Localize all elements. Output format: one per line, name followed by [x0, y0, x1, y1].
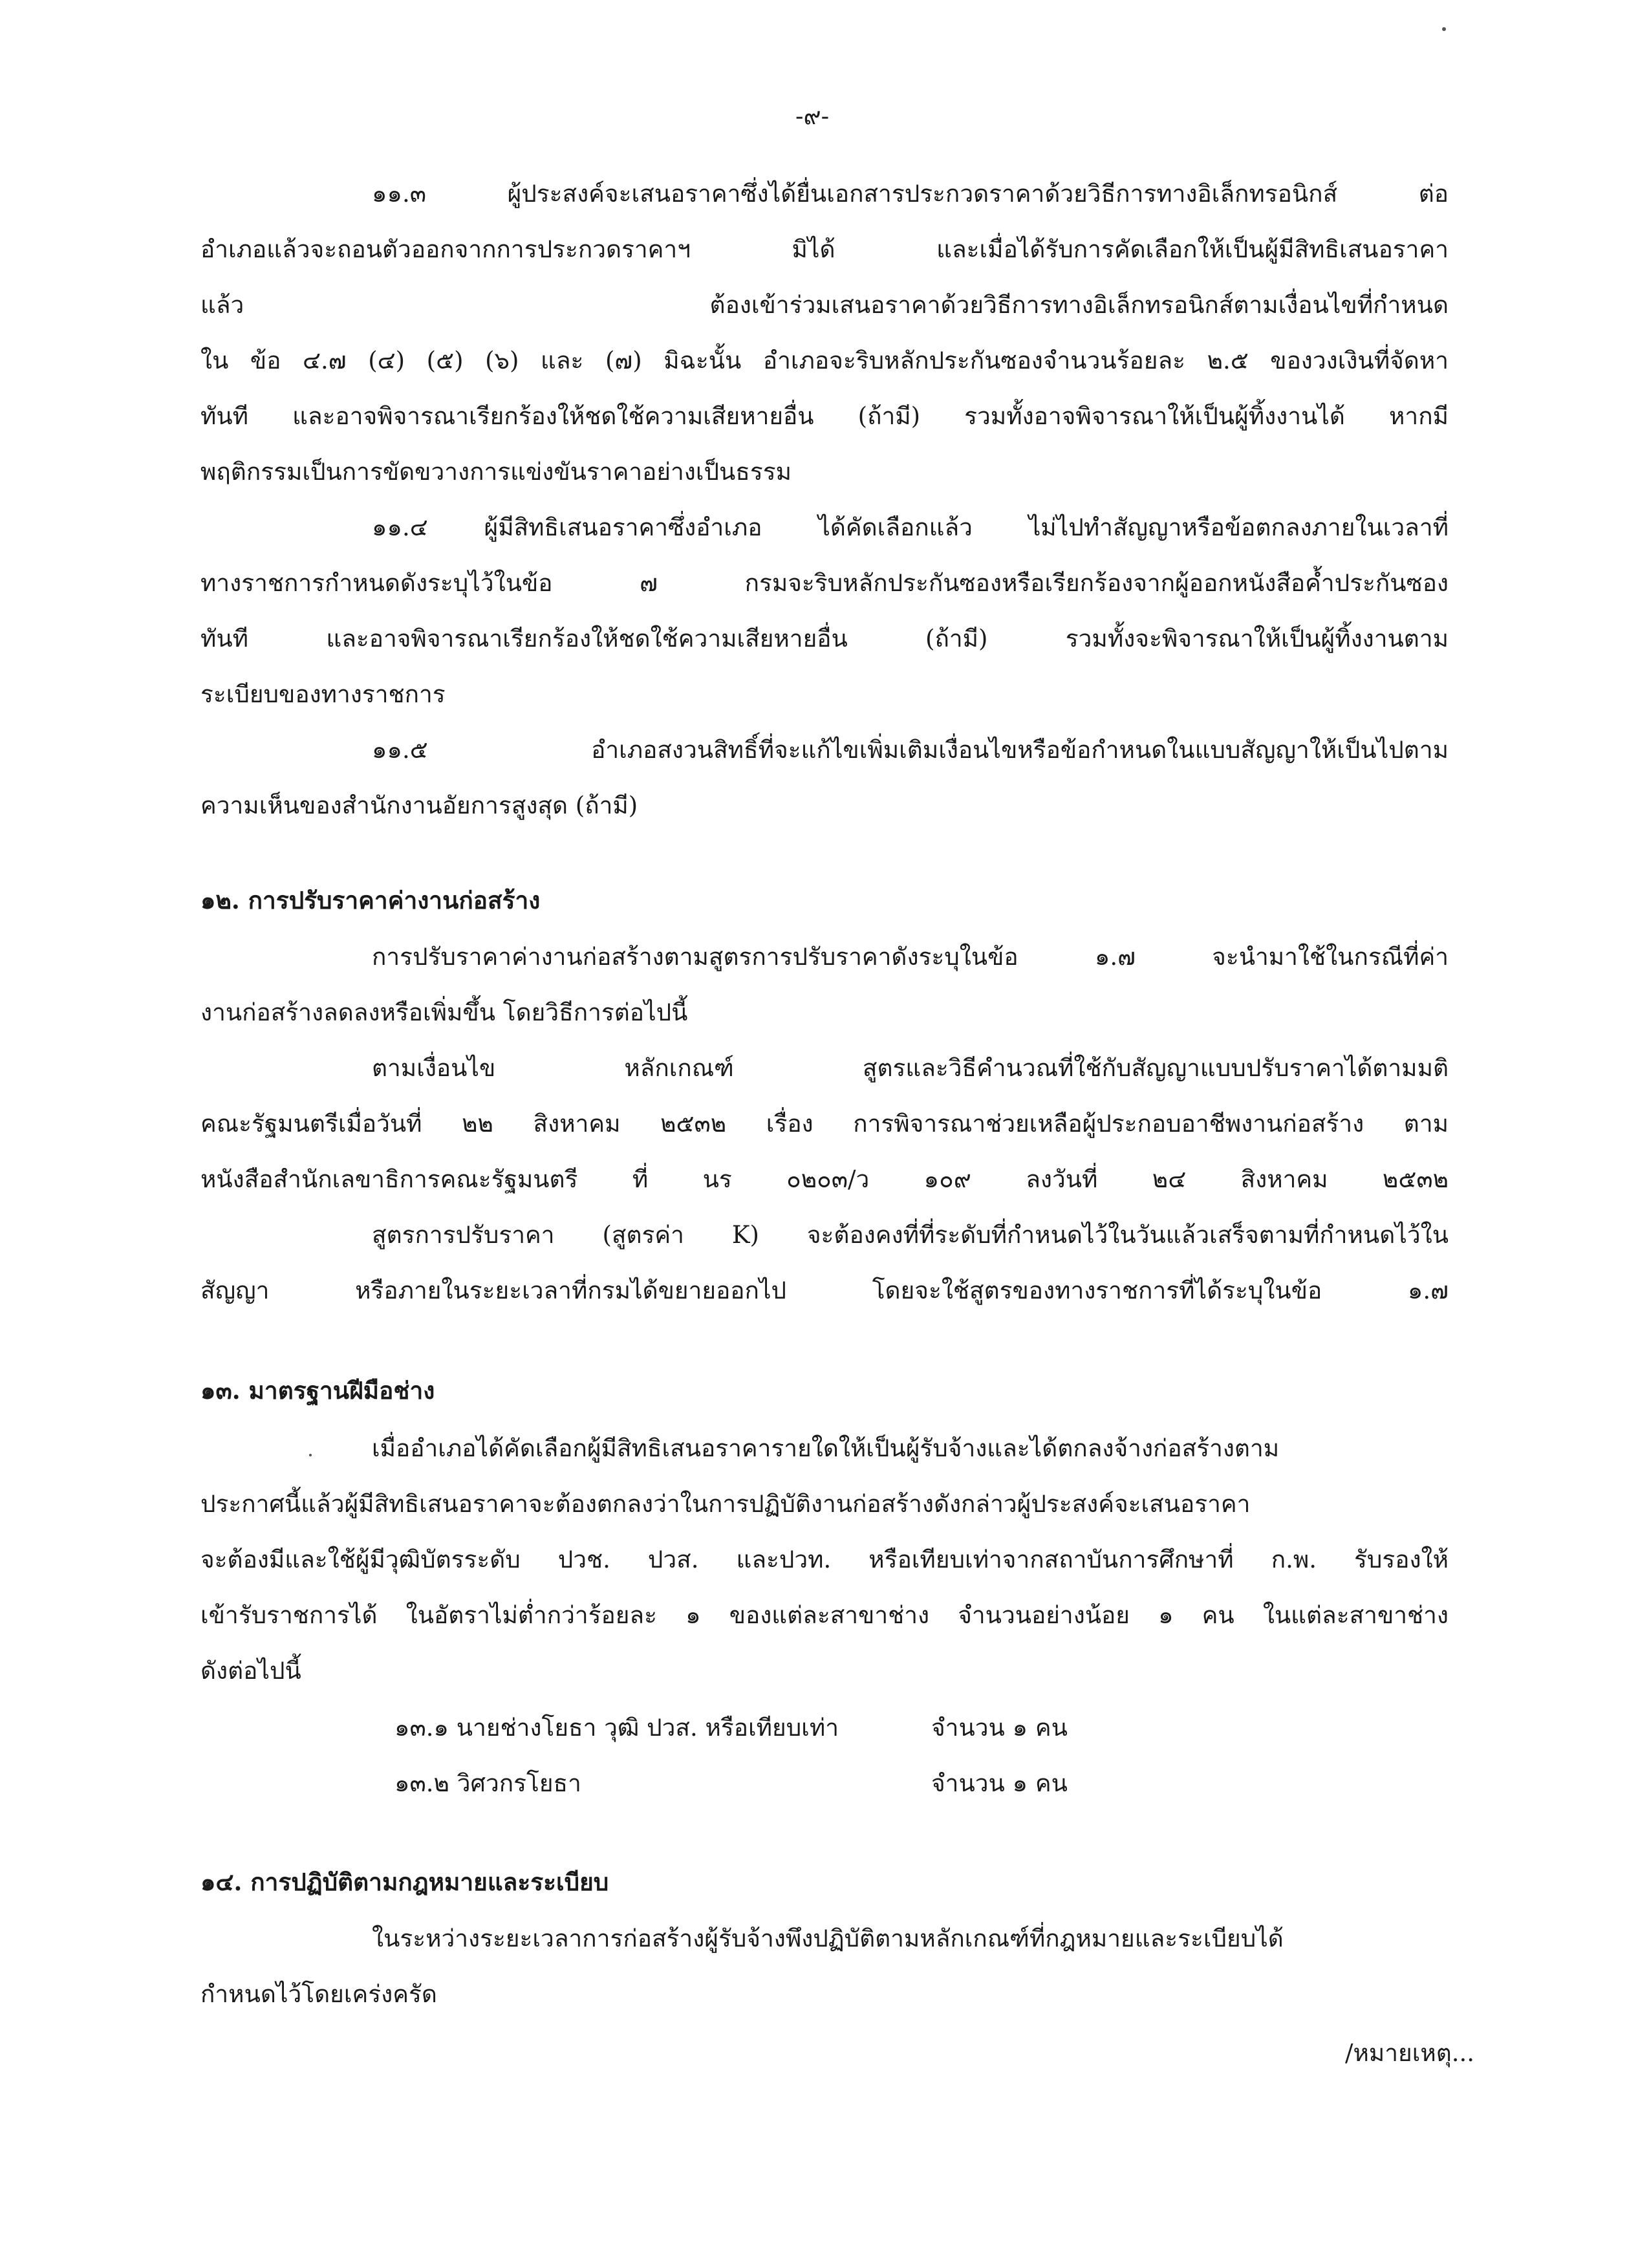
- s13-item-1-label: ๑๓.๑ นายช่างโยธา วุฒิ ปวส. หรือเทียบเท่า: [394, 1714, 839, 1742]
- s11-3-line-4: ใน ข้อ ๔.๗ (๔) (๕) (๖) และ (๗) มิฉะนั้น อำเภอจะริบหลักประกันซองจำนวนร้อยละ ๒.๕ ของวงเงินที่จัดหา: [200, 347, 1449, 374]
- s11-5-line-1: ๑๑.๕ อำเภอสงวนสิทธิ์ที่จะแก้ไขเพิ่มเติมเงื่อนไขหรือข้อกำหนดในแบบสัญญาให้เป็นไปตาม: [372, 736, 1449, 764]
- s13-p1-line-3: จะต้องมีและใช้ผู้มีวุฒิบัตรระดับ ปวช. ปวส. และปวท. หรือเทียบเท่าจากสถาบันการศึกษาที่ ก.พ. รับรองให้: [200, 1546, 1449, 1573]
- section-12-heading: ๑๒. การปรับราคาค่างานก่อสร้าง: [200, 886, 541, 914]
- s12-p3-line-1: สูตรการปรับราคา (สูตรค่า K) จะต้องคงที่ที่ระดับที่กำหนดไว้ในวันแล้วเสร็จตามที่กำหนดไว้ใน: [372, 1221, 1449, 1249]
- s11-3-line-3: แล้ว ต้องเข้าร่วมเสนอราคาด้วยวิธีการทางอิเล็กทรอนิกส์ตามเงื่อนไขที่กำหนด: [200, 291, 1449, 319]
- s12-p2-line-1: ตามเงื่อนไข หลักเกณฑ์ สูตรและวิธีคำนวณที่ใช้กับสัญญาแบบปรับราคาได้ตามมติ: [372, 1054, 1449, 1082]
- s13-p1-line-1: เมื่ออำเภอได้คัดเลือกผู้มีสิทธิเสนอราคารายใดให้เป็นผู้รับจ้างและได้ตกลงจ้างก่อสร้างตาม: [372, 1434, 1280, 1462]
- s12-p3-line-2: สัญญา หรือภายในระยะเวลาที่กรมได้ขยายออกไป โดยจะใช้สูตรของทางราชการที่ได้ระบุในข้อ ๑.๗: [200, 1277, 1449, 1304]
- s11-4-line-3: ทันที และอาจพิจารณาเรียกร้องให้ชดใช้ความเสียหายอื่น (ถ้ามี) รวมทั้งจะพิจารณาให้เป็นผู้ทิ้งงานตาม: [200, 625, 1449, 653]
- s11-4-line-2: ทางราชการกำหนดดังระบุไว้ในข้อ ๗ กรมจะริบหลักประกันซองหรือเรียกร้องจากผู้ออกหนังสือค้ำประกันซอง: [200, 569, 1449, 597]
- s12-p1-line-1: การปรับราคาค่างานก่อสร้างตามสูตรการปรับราคาดังระบุในข้อ ๑.๗ จะนำมาใช้ในกรณีที่ค่า: [372, 943, 1449, 971]
- s11-3-line-5: ทันที และอาจพิจารณาเรียกร้องให้ชดใช้ความเสียหายอื่น (ถ้ามี) รวมทั้งอาจพิจารณาให้เป็นผู้ทิ้งงานได้ หากมี: [200, 402, 1449, 430]
- continued-marker: /หมายเหตุ...: [1345, 2039, 1475, 2067]
- section-13-heading: ๑๓. มาตรฐานฝีมือช่าง: [200, 1376, 435, 1405]
- scan-speck: [309, 1454, 312, 1456]
- s13-item-1-qty: จำนวน ๑ คน: [931, 1714, 1068, 1742]
- s12-p2-line-3: หนังสือสำนักเลขาธิการคณะรัฐมนตรี ที่ นร ๐๒๐๓/ว ๑๐๙ ลงวันที่ ๒๔ สิงหาคม ๒๕๓๒: [200, 1165, 1449, 1193]
- s13-p1-line-4: เข้ารับราชการได้ ในอัตราไม่ต่ำกว่าร้อยละ ๑ ของแต่ละสาขาช่าง จำนวนอย่างน้อย ๑ คน ในแต่ละสาขาช่าง: [200, 1601, 1449, 1629]
- s11-3-line-2: อำเภอแล้วจะถอนตัวออกจากการประกวดราคาฯ มิได้ และเมื่อได้รับการคัดเลือกให้เป็นผู้มีสิทธิเสนอราคา: [200, 235, 1449, 263]
- s11-4-line-1: ๑๑.๔ ผู้มีสิทธิเสนอราคาซึ่งอำเภอ ได้คัดเลือกแล้ว ไม่ไปทำสัญญาหรือข้อตกลงภายในเวลาที่: [372, 513, 1449, 541]
- s13-item-2-label: ๑๓.๒ วิศวกรโยธา: [394, 1769, 581, 1797]
- s11-4-line-4: ระเบียบของทางราชการ: [200, 680, 446, 708]
- s12-p2-line-2: คณะรัฐมนตรีเมื่อวันที่ ๒๒ สิงหาคม ๒๕๓๒ เรื่อง การพิจารณาช่วยเหลือผู้ประกอบอาชีพงานก่อสร้าง ตาม: [200, 1110, 1449, 1138]
- s12-p1-line-2: งานก่อสร้างลดลงหรือเพิ่มขึ้น โดยวิธีการต่อไปนี้: [200, 999, 688, 1026]
- s11-5-line-2: ความเห็นของสำนักงานอัยการสูงสุด (ถ้ามี): [200, 792, 638, 819]
- section-14-heading: ๑๔. การปฏิบัติตามกฎหมายและระเบียบ: [200, 1868, 609, 1896]
- s13-p1-line-2: ประกาศนี้แล้วผู้มีสิทธิเสนอราคาจะต้องตกลงว่าในการปฏิบัติงานก่อสร้างดังกล่าวผู้ประสงค์จะเสนอราคา: [200, 1490, 1251, 1518]
- s13-p1-line-5: ดังต่อไปนี้: [200, 1657, 301, 1685]
- s11-3-line-6: พฤติกรรมเป็นการขัดขวางการแข่งขันราคาอย่างเป็นธรรม: [200, 458, 792, 486]
- s13-item-2-qty: จำนวน ๑ คน: [931, 1769, 1068, 1797]
- s11-3-line-1: ๑๑.๓ ผู้ประสงค์จะเสนอราคาซึ่งได้ยื่นเอกสารประกวดราคาด้วยวิธีการทางอิเล็กทรอนิกส์ ต่อ: [372, 180, 1449, 208]
- page-number: -๙-: [795, 102, 830, 130]
- s14-p1-line-2: กำหนดไว้โดยเคร่งครัด: [200, 1980, 437, 2008]
- s14-p1-line-1: ในระหว่างระยะเวลาการก่อสร้างผู้รับจ้างพึงปฏิบัติตามหลักเกณฑ์ที่กฎหมายและระเบียบได้: [372, 1925, 1284, 1952]
- scan-speck: [1442, 27, 1446, 31]
